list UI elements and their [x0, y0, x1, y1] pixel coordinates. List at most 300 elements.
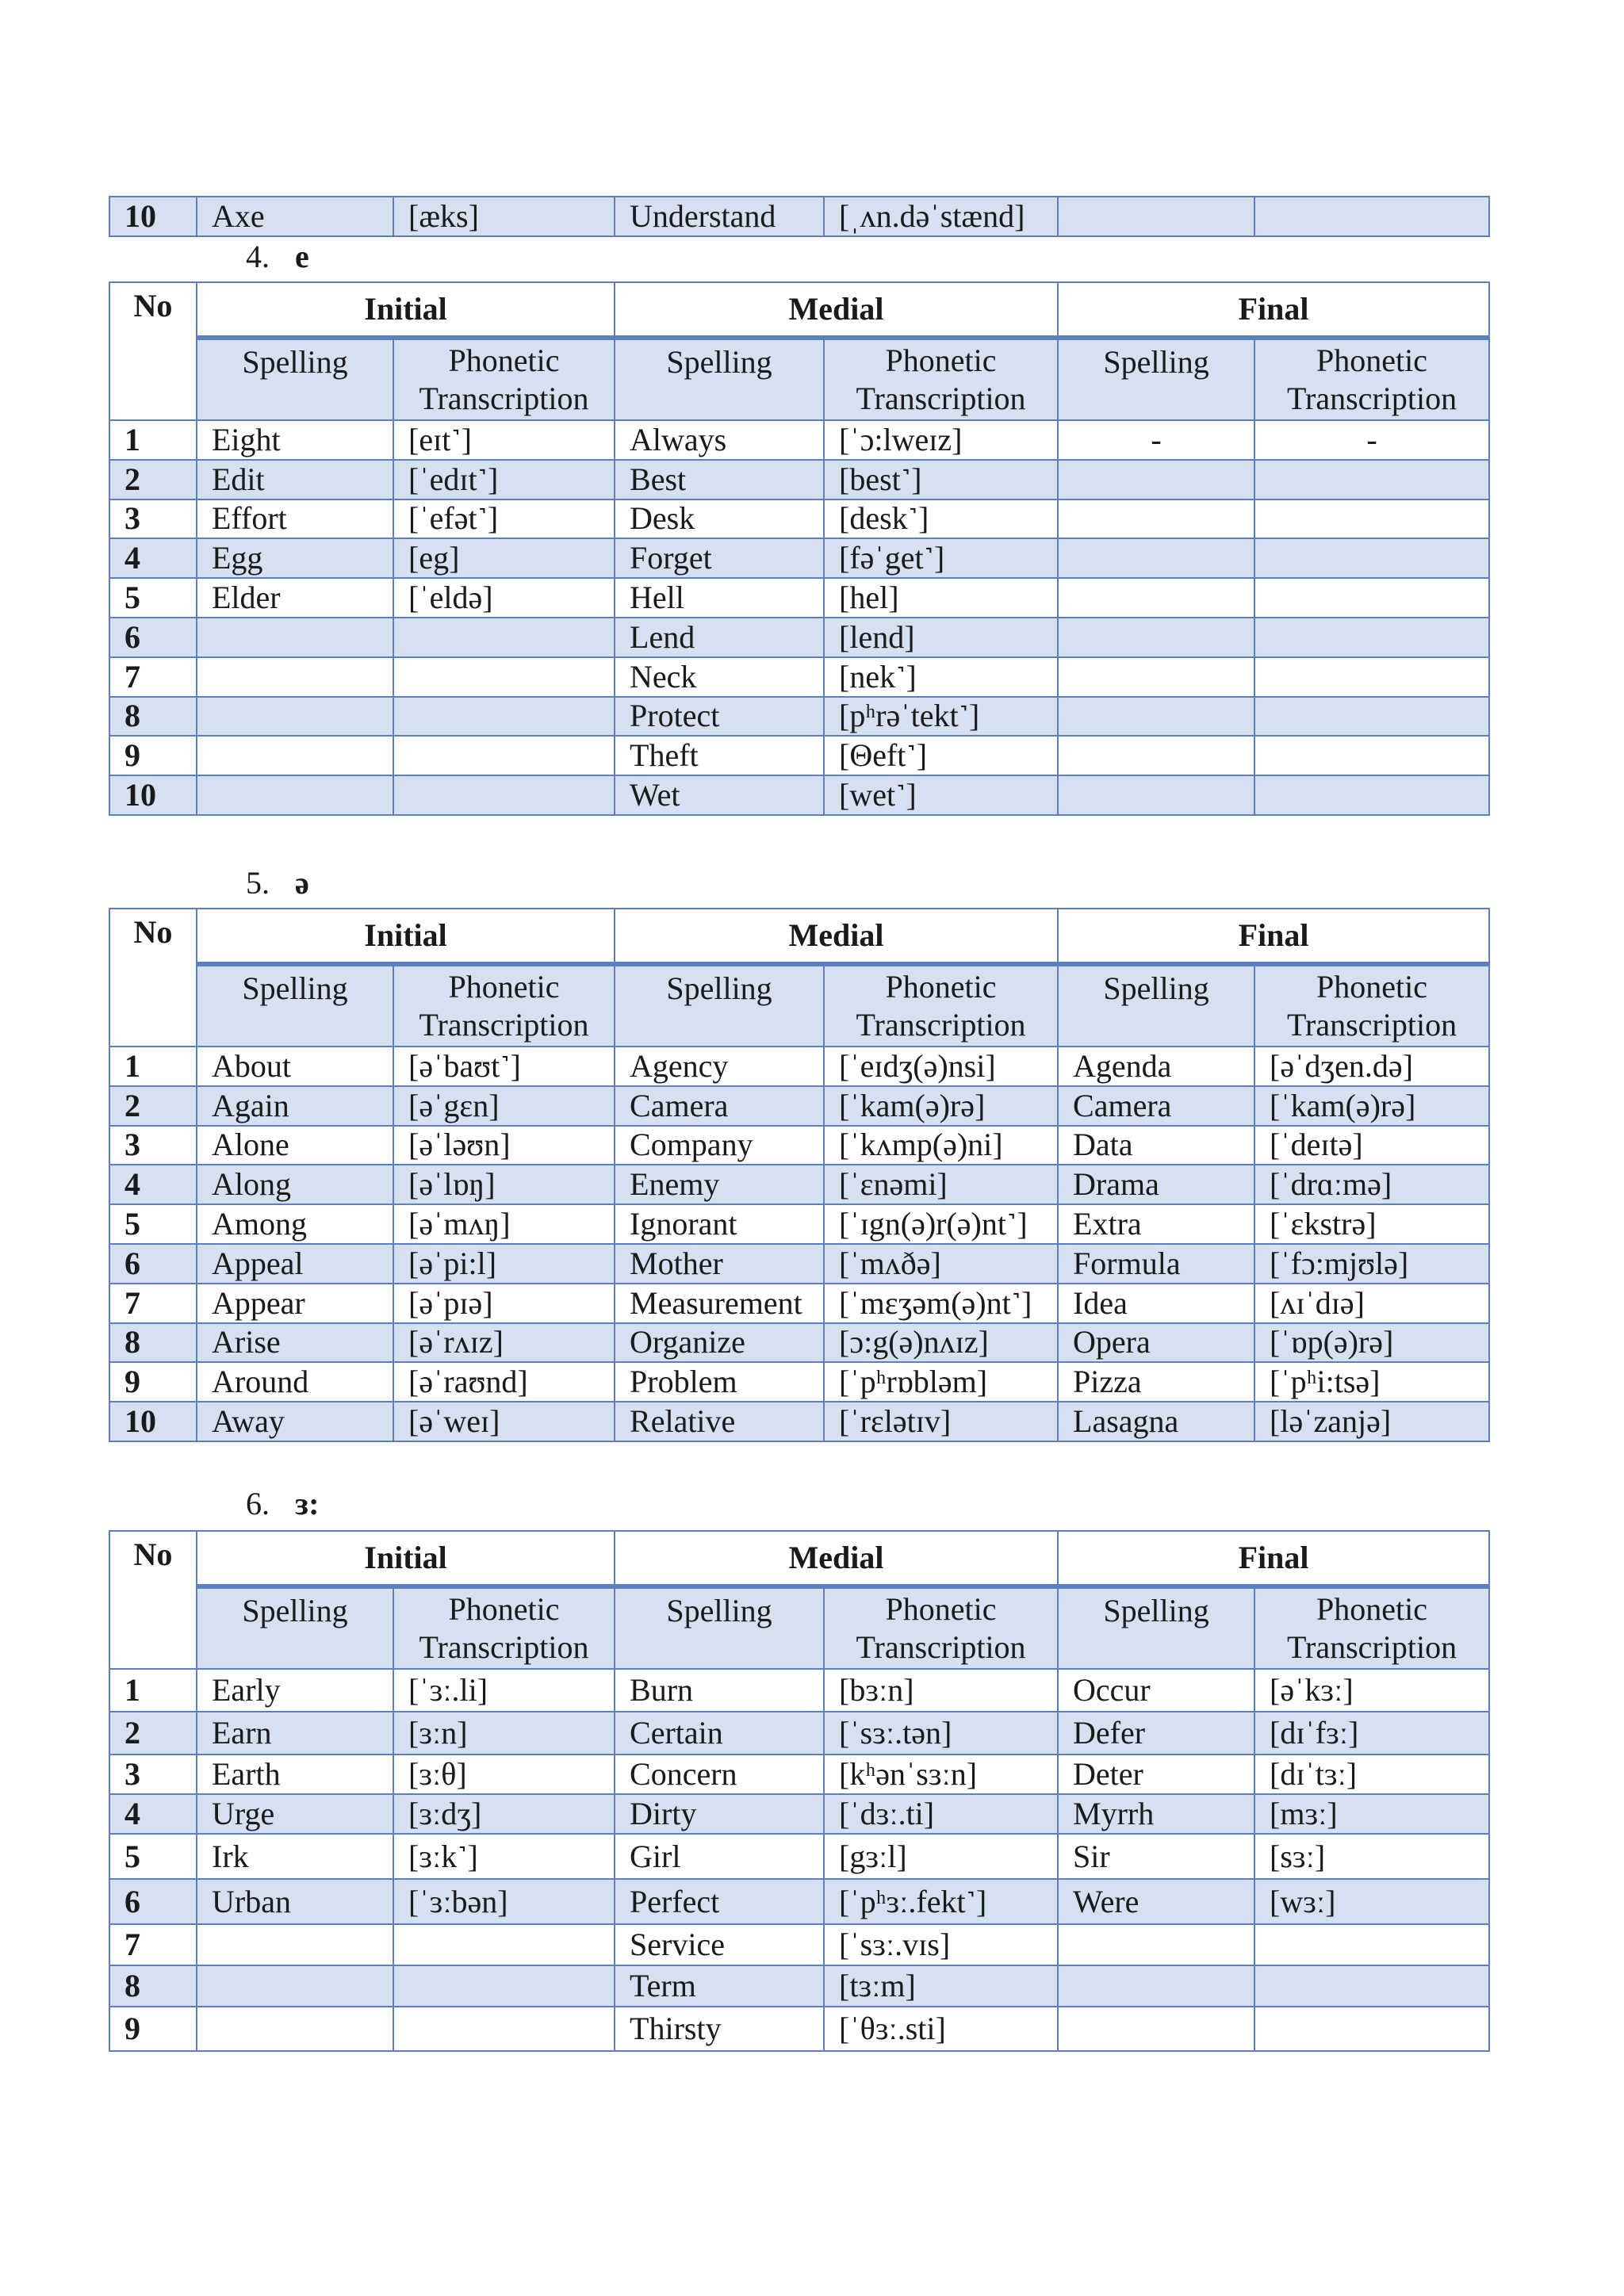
row-number: 9: [109, 2007, 197, 2051]
final-transcription-cell: [mɜː]: [1254, 1794, 1489, 1834]
medial-transcription-cell: [ˈeɪdʒ(ə)nsi]: [824, 1047, 1058, 1086]
table-row: [109, 1794, 1489, 1834]
table-row: [109, 1086, 1489, 1126]
final-transcription-cell: [1254, 1965, 1489, 2007]
initial-transcription-cell: [əˈbaʊt˺]: [393, 1047, 615, 1086]
final-transcription-cell: [ˈdeɪtə]: [1254, 1126, 1489, 1165]
table-row: [109, 1323, 1489, 1363]
header-transcription-line: Transcription: [419, 381, 589, 416]
medial-spelling-cell: Lend: [615, 618, 824, 657]
section-caption: 4. e: [246, 239, 309, 274]
medial-spelling-cell: Burn: [615, 1669, 824, 1712]
medial-transcription-cell: [ˈpʰɜː.fekt˺]: [824, 1879, 1058, 1924]
header-transcription-line: Transcription: [1286, 1007, 1457, 1043]
medial-transcription-cell: [ˈkam(ə)rə]: [824, 1086, 1058, 1126]
header-phonetic-line: Phonetic: [448, 969, 560, 1004]
final-spelling-cell: Formula: [1058, 1244, 1254, 1284]
final-transcription-cell: [1254, 618, 1489, 657]
row-number: 3: [109, 1755, 197, 1794]
final-spelling-cell: [1058, 618, 1254, 657]
header-phonetic-transcription: [1254, 338, 1489, 420]
final-spelling-cell: Deter: [1058, 1755, 1254, 1794]
header-transcription-line: Transcription: [419, 1007, 589, 1043]
final-spelling-cell: [1058, 538, 1254, 578]
table-row: [109, 197, 1489, 236]
initial-transcription-cell: [əˈpɪə]: [393, 1284, 615, 1323]
row-number: 6: [109, 1244, 197, 1284]
initial-spelling-cell: Early: [197, 1669, 393, 1712]
initial-transcription-cell: [ˈɜːbən]: [393, 1879, 615, 1924]
header-phonetic-line: Phonetic: [448, 1591, 560, 1627]
table-row: [109, 1712, 1489, 1755]
table-row: [109, 697, 1489, 737]
header-transcription-line: Transcription: [856, 1629, 1026, 1665]
final-spelling-cell: Were: [1058, 1879, 1254, 1924]
table-subheader-row: [109, 964, 1489, 1047]
initial-spelling-cell: Eight: [197, 420, 393, 460]
row-number: 2: [109, 460, 197, 499]
table-row: [109, 1965, 1489, 2007]
final-transcription-cell: -: [1254, 420, 1489, 460]
medial-transcription-cell: [ˈpʰrɒbləm]: [824, 1362, 1058, 1402]
table-row: [109, 538, 1489, 578]
final-transcription-cell: [1254, 538, 1489, 578]
row-number: 2: [109, 1086, 197, 1126]
medial-transcription-cell: [ˈmʌðə]: [824, 1244, 1058, 1284]
initial-spelling-cell: About: [197, 1047, 393, 1086]
header-phonetic-transcription: [1254, 964, 1489, 1047]
header-initial: Initial: [197, 909, 615, 964]
table-row: [109, 1047, 1489, 1086]
initial-spelling-cell: Urban: [197, 1879, 393, 1924]
final-transcription-cell: [1254, 1924, 1489, 1965]
final-transcription-cell: [ˈfɔ:mjʊlə]: [1254, 1244, 1489, 1284]
medial-transcription-cell: [tɜːm]: [824, 1965, 1058, 2007]
header-medial: Medial: [615, 282, 1058, 338]
initial-spelling-cell: Away: [197, 1402, 393, 1441]
initial-spelling-cell: Among: [197, 1204, 393, 1244]
initial-transcription-cell: [əˈləʊn]: [393, 1126, 615, 1165]
final-spelling-cell: Extra: [1058, 1204, 1254, 1244]
initial-spelling-cell: Irk: [197, 1834, 393, 1879]
initial-transcription-cell: [393, 697, 615, 737]
header-no: No: [109, 282, 197, 420]
header-phonetic-line: Phonetic: [1316, 1591, 1428, 1627]
header-phonetic-transcription: [824, 338, 1058, 420]
row-number: 1: [109, 1047, 197, 1086]
initial-spelling-cell: Earth: [197, 1755, 393, 1794]
row-number: 7: [109, 657, 197, 697]
header-spelling: Spelling: [615, 338, 824, 420]
initial-spelling-cell: Urge: [197, 1794, 393, 1834]
final-transcription-cell: [1254, 460, 1489, 499]
initial-transcription-cell: [əˈrʌɪz]: [393, 1323, 615, 1363]
initial-spelling-cell: [197, 1965, 393, 2007]
header-spelling: Spelling: [197, 1586, 393, 1669]
table-row: [109, 1165, 1489, 1204]
initial-transcription-cell: [393, 775, 615, 815]
medial-transcription-cell: [ˈmɛʒəm(ə)nt˺]: [824, 1284, 1058, 1323]
row-number: 5: [109, 1834, 197, 1879]
final-spelling-cell: [1058, 657, 1254, 697]
initial-transcription-cell: [393, 736, 615, 775]
medial-spelling-cell: Measurement: [615, 1284, 824, 1323]
initial-spelling-cell: Axe: [197, 197, 393, 236]
header-spelling: Spelling: [197, 964, 393, 1047]
medial-spelling-cell: Best: [615, 460, 824, 499]
initial-transcription-cell: [ɜːn]: [393, 1712, 615, 1755]
initial-spelling-cell: [197, 697, 393, 737]
table-subheader-row: [109, 338, 1489, 420]
final-transcription-cell: [1254, 578, 1489, 618]
medial-spelling-cell: Hell: [615, 578, 824, 618]
final-spelling-cell: Pizza: [1058, 1362, 1254, 1402]
initial-spelling-cell: Earn: [197, 1712, 393, 1755]
final-spelling-cell: Occur: [1058, 1669, 1254, 1712]
row-number: 9: [109, 1362, 197, 1402]
final-spelling-cell: [1058, 1924, 1254, 1965]
row-number: 8: [109, 1965, 197, 2007]
medial-spelling-cell: Problem: [615, 1362, 824, 1402]
header-spelling: Spelling: [615, 1586, 824, 1669]
row-number: 7: [109, 1924, 197, 1965]
initial-transcription-cell: [ˈeldə]: [393, 578, 615, 618]
medial-transcription-cell: [ˈsɜː.tən]: [824, 1712, 1058, 1755]
initial-transcription-cell: [393, 2007, 615, 2051]
initial-transcription-cell: [393, 1924, 615, 1965]
vowel-table-schwa: [109, 908, 1490, 1442]
initial-transcription-cell: [əˈgɛn]: [393, 1086, 615, 1126]
final-transcription-cell: [1254, 697, 1489, 737]
table-row: [109, 736, 1489, 775]
final-transcription-cell: [ˈɒp(ə)rə]: [1254, 1323, 1489, 1363]
final-transcription-cell: [ˈdrɑːmə]: [1254, 1165, 1489, 1204]
medial-transcription-cell: [ɔ:g(ə)nʌɪz]: [824, 1323, 1058, 1363]
medial-spelling-cell: Girl: [615, 1834, 824, 1879]
initial-transcription-cell: [əˈweɪ]: [393, 1402, 615, 1441]
final-spelling-cell: Data: [1058, 1126, 1254, 1165]
initial-spelling-cell: Appeal: [197, 1244, 393, 1284]
final-transcription-cell: [ˈpʰi:tsə]: [1254, 1362, 1489, 1402]
initial-transcription-cell: [393, 657, 615, 697]
table-row: [109, 2007, 1489, 2051]
final-transcription-cell: [ləˈzanjə]: [1254, 1402, 1489, 1441]
initial-transcription-cell: [ˈɜː.li]: [393, 1669, 615, 1712]
initial-transcription-cell: [eɪt˺]: [393, 420, 615, 460]
medial-transcription-cell: [ˈɪgn(ə)r(ə)nt˺]: [824, 1204, 1058, 1244]
initial-spelling-cell: Alone: [197, 1126, 393, 1165]
final-transcription-cell: [ˈkam(ə)rə]: [1254, 1086, 1489, 1126]
initial-spelling-cell: [197, 775, 393, 815]
row-number: 8: [109, 697, 197, 737]
initial-spelling-cell: [197, 1924, 393, 1965]
row-number: 2: [109, 1712, 197, 1755]
final-spelling-cell: Camera: [1058, 1086, 1254, 1126]
initial-transcription-cell: [ɜːdʒ]: [393, 1794, 615, 1834]
table-header-row: [109, 282, 1489, 338]
medial-spelling-cell: Agency: [615, 1047, 824, 1086]
medial-transcription-cell: [fəˈget˺]: [824, 538, 1058, 578]
initial-spelling-cell: [197, 657, 393, 697]
medial-transcription-cell: [pʰrəˈtekt˺]: [824, 697, 1058, 737]
continued-table: [109, 196, 1490, 237]
table-row: [109, 1126, 1489, 1165]
medial-spelling-cell: Certain: [615, 1712, 824, 1755]
medial-transcription-cell: [ˌʌn.dəˈstænd]: [824, 197, 1058, 236]
final-spelling-cell: Sir: [1058, 1834, 1254, 1879]
table-row: [109, 1204, 1489, 1244]
final-spelling-cell: -: [1058, 420, 1254, 460]
table-row: [109, 499, 1489, 539]
initial-transcription-cell: [æks]: [393, 197, 615, 236]
medial-spelling-cell: Enemy: [615, 1165, 824, 1204]
medial-transcription-cell: [ˈsɜː.vɪs]: [824, 1924, 1058, 1965]
final-spelling-cell: [1058, 736, 1254, 775]
medial-spelling-cell: Theft: [615, 736, 824, 775]
table-row: [109, 1755, 1489, 1794]
header-transcription-line: Transcription: [856, 381, 1026, 416]
header-final: Final: [1058, 1531, 1489, 1586]
final-transcription-cell: [1254, 657, 1489, 697]
row-number: 9: [109, 736, 197, 775]
header-medial: Medial: [615, 1531, 1058, 1586]
medial-spelling-cell: Concern: [615, 1755, 824, 1794]
final-transcription-cell: [1254, 197, 1489, 236]
final-transcription-cell: [dɪˈfɜː]: [1254, 1712, 1489, 1755]
table-subheader-row: [109, 1586, 1489, 1669]
table-row: [109, 578, 1489, 618]
initial-spelling-cell: Arise: [197, 1323, 393, 1363]
medial-transcription-cell: [ˈrɛlətɪv]: [824, 1402, 1058, 1441]
row-number: 3: [109, 1126, 197, 1165]
medial-spelling-cell: Relative: [615, 1402, 824, 1441]
final-spelling-cell: [1058, 1965, 1254, 2007]
final-spelling-cell: Agenda: [1058, 1047, 1254, 1086]
medial-spelling-cell: Thirsty: [615, 2007, 824, 2051]
final-transcription-cell: [əˈdʒen.də]: [1254, 1047, 1489, 1086]
initial-spelling-cell: [197, 2007, 393, 2051]
medial-transcription-cell: [nek˺]: [824, 657, 1058, 697]
row-number: 6: [109, 1879, 197, 1924]
medial-spelling-cell: Mother: [615, 1244, 824, 1284]
header-transcription-line: Transcription: [419, 1629, 589, 1665]
header-phonetic-transcription: [393, 338, 615, 420]
table-row: [109, 1924, 1489, 1965]
initial-transcription-cell: [əˈlɒŋ]: [393, 1165, 615, 1204]
medial-transcription-cell: [bɜːn]: [824, 1669, 1058, 1712]
header-medial: Medial: [615, 909, 1058, 964]
table-row: [109, 1669, 1489, 1712]
initial-transcription-cell: [ɜːk˺]: [393, 1834, 615, 1879]
initial-spelling-cell: [197, 736, 393, 775]
final-spelling-cell: Myrrh: [1058, 1794, 1254, 1834]
final-spelling-cell: [1058, 460, 1254, 499]
medial-transcription-cell: [ˈɛnəmi]: [824, 1165, 1058, 1204]
medial-spelling-cell: Service: [615, 1924, 824, 1965]
initial-spelling-cell: Effort: [197, 499, 393, 539]
header-spelling: Spelling: [1058, 338, 1254, 420]
medial-spelling-cell: Forget: [615, 538, 824, 578]
header-spelling: Spelling: [1058, 1586, 1254, 1669]
final-spelling-cell: Defer: [1058, 1712, 1254, 1755]
medial-spelling-cell: Camera: [615, 1086, 824, 1126]
row-number: 4: [109, 538, 197, 578]
row-number: 5: [109, 578, 197, 618]
section-caption: 6. ɜ:: [246, 1486, 320, 1521]
final-spelling-cell: Idea: [1058, 1284, 1254, 1323]
header-phonetic-line: Phonetic: [885, 1591, 997, 1627]
initial-transcription-cell: [ɜːθ]: [393, 1755, 615, 1794]
header-no: No: [109, 909, 197, 1047]
final-spelling-cell: [1058, 2007, 1254, 2051]
medial-spelling-cell: Understand: [615, 197, 824, 236]
medial-spelling-cell: Term: [615, 1965, 824, 2007]
final-transcription-cell: [əˈkɜː]: [1254, 1669, 1489, 1712]
header-transcription-line: Transcription: [856, 1007, 1026, 1043]
medial-transcription-cell: [hel]: [824, 578, 1058, 618]
row-number: 3: [109, 499, 197, 539]
medial-spelling-cell: Company: [615, 1126, 824, 1165]
final-transcription-cell: [wɜː]: [1254, 1879, 1489, 1924]
medial-spelling-cell: Always: [615, 420, 824, 460]
final-spelling-cell: [1058, 697, 1254, 737]
table-row: [109, 460, 1489, 499]
final-spelling-cell: Lasagna: [1058, 1402, 1254, 1441]
final-transcription-cell: [dɪˈtɜː]: [1254, 1755, 1489, 1794]
row-number: 4: [109, 1165, 197, 1204]
row-number: 10: [109, 197, 197, 236]
final-transcription-cell: [ʌɪˈdɪə]: [1254, 1284, 1489, 1323]
initial-spelling-cell: Edit: [197, 460, 393, 499]
medial-spelling-cell: Wet: [615, 775, 824, 815]
medial-transcription-cell: [ˈdɜː.ti]: [824, 1794, 1058, 1834]
initial-spelling-cell: Along: [197, 1165, 393, 1204]
table-row: [109, 1284, 1489, 1323]
initial-transcription-cell: [393, 1965, 615, 2007]
medial-spelling-cell: Neck: [615, 657, 824, 697]
medial-transcription-cell: [ˈkʌmp(ə)ni]: [824, 1126, 1058, 1165]
medial-transcription-cell: [best˺]: [824, 460, 1058, 499]
table-row: [109, 1879, 1489, 1924]
table-row: [109, 1834, 1489, 1879]
medial-spelling-cell: Desk: [615, 499, 824, 539]
table-row: [109, 420, 1489, 460]
header-phonetic-line: Phonetic: [1316, 969, 1428, 1004]
row-number: 8: [109, 1323, 197, 1363]
row-number: 4: [109, 1794, 197, 1834]
initial-transcription-cell: [eg]: [393, 538, 615, 578]
header-phonetic-transcription: [393, 964, 615, 1047]
medial-transcription-cell: [Θeft˺]: [824, 736, 1058, 775]
initial-transcription-cell: [ˈedɪt˺]: [393, 460, 615, 499]
header-final: Final: [1058, 282, 1489, 338]
final-transcription-cell: [1254, 2007, 1489, 2051]
initial-spelling-cell: [197, 618, 393, 657]
initial-transcription-cell: [əˈmʌŋ]: [393, 1204, 615, 1244]
initial-spelling-cell: Elder: [197, 578, 393, 618]
table-row: [109, 618, 1489, 657]
final-transcription-cell: [1254, 499, 1489, 539]
vowel-table-e: [109, 281, 1490, 816]
header-phonetic-transcription: [1254, 1586, 1489, 1669]
medial-spelling-cell: Perfect: [615, 1879, 824, 1924]
header-phonetic-line: Phonetic: [448, 342, 560, 378]
final-spelling-cell: [1058, 578, 1254, 618]
header-phonetic-line: Phonetic: [885, 969, 997, 1004]
medial-transcription-cell: [ˈɔ:lweɪz]: [824, 420, 1058, 460]
table-header-row: [109, 1531, 1489, 1586]
initial-transcription-cell: [393, 618, 615, 657]
header-phonetic-transcription: [824, 964, 1058, 1047]
header-spelling: Spelling: [1058, 964, 1254, 1047]
section-caption: 5. ə: [246, 865, 309, 901]
medial-transcription-cell: [kʰənˈsɜːn]: [824, 1755, 1058, 1794]
medial-transcription-cell: [desk˺]: [824, 499, 1058, 539]
medial-spelling-cell: Protect: [615, 697, 824, 737]
final-spelling-cell: [1058, 197, 1254, 236]
medial-spelling-cell: Ignorant: [615, 1204, 824, 1244]
initial-transcription-cell: [əˈpi:l]: [393, 1244, 615, 1284]
row-number: 10: [109, 1402, 197, 1441]
header-initial: Initial: [197, 1531, 615, 1586]
header-phonetic-transcription: [393, 1586, 615, 1669]
final-transcription-cell: [1254, 736, 1489, 775]
row-number: 1: [109, 420, 197, 460]
header-phonetic-line: Phonetic: [885, 342, 997, 378]
final-spelling-cell: Drama: [1058, 1165, 1254, 1204]
header-no: No: [109, 1531, 197, 1669]
initial-spelling-cell: Around: [197, 1362, 393, 1402]
final-transcription-cell: [1254, 775, 1489, 815]
final-transcription-cell: [sɜː]: [1254, 1834, 1489, 1879]
final-transcription-cell: [ˈɛkstrə]: [1254, 1204, 1489, 1244]
table-row: [109, 1244, 1489, 1284]
table-row: [109, 657, 1489, 697]
row-number: 5: [109, 1204, 197, 1244]
header-phonetic-line: Phonetic: [1316, 342, 1428, 378]
initial-spelling-cell: Again: [197, 1086, 393, 1126]
table-row: [109, 1402, 1489, 1441]
initial-transcription-cell: [əˈraʊnd]: [393, 1362, 615, 1402]
medial-transcription-cell: [wet˺]: [824, 775, 1058, 815]
initial-spelling-cell: Appear: [197, 1284, 393, 1323]
row-number: 10: [109, 775, 197, 815]
row-number: 7: [109, 1284, 197, 1323]
table-row: [109, 775, 1489, 815]
header-spelling: Spelling: [197, 338, 393, 420]
vowel-table-er: [109, 1530, 1490, 2052]
medial-transcription-cell: [lend]: [824, 618, 1058, 657]
initial-transcription-cell: [ˈefət˺]: [393, 499, 615, 539]
row-number: 1: [109, 1669, 197, 1712]
row-number: 6: [109, 618, 197, 657]
medial-spelling-cell: Organize: [615, 1323, 824, 1363]
header-transcription-line: Transcription: [1286, 1629, 1457, 1665]
table-header-row: [109, 909, 1489, 964]
header-spelling: Spelling: [615, 964, 824, 1047]
medial-transcription-cell: [ˈθɜː.sti]: [824, 2007, 1058, 2051]
final-spelling-cell: [1058, 775, 1254, 815]
final-spelling-cell: Opera: [1058, 1323, 1254, 1363]
medial-spelling-cell: Dirty: [615, 1794, 824, 1834]
initial-spelling-cell: Egg: [197, 538, 393, 578]
header-initial: Initial: [197, 282, 615, 338]
header-transcription-line: Transcription: [1286, 381, 1457, 416]
header-phonetic-transcription: [824, 1586, 1058, 1669]
medial-transcription-cell: [gɜːl]: [824, 1834, 1058, 1879]
table-row: [109, 1362, 1489, 1402]
final-spelling-cell: [1058, 499, 1254, 539]
